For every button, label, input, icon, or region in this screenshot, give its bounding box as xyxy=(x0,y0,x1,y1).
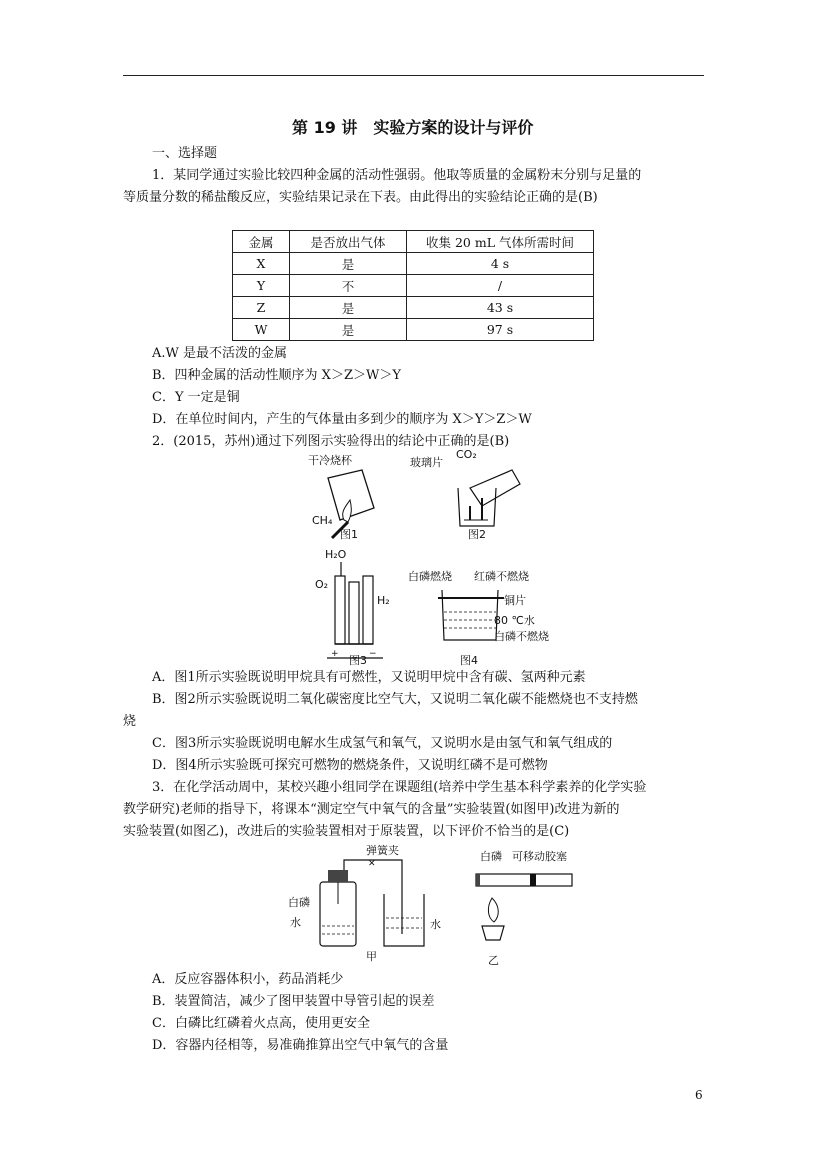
figjia-label-water-right: 水 xyxy=(430,918,441,931)
fig3-electrode-sign: − xyxy=(369,649,377,659)
right-tube-shape xyxy=(363,576,373,644)
table-row xyxy=(233,253,594,275)
table-cell: X xyxy=(233,253,290,275)
figure-jia-original-apparatus xyxy=(284,844,454,962)
fig3-label-h2o: H₂O xyxy=(325,548,347,561)
table-header-cell: 金属 xyxy=(233,231,290,253)
stopper-shape xyxy=(328,870,348,882)
q1-stem-line1: 1．某同学通过实验比较四种金属的活动性强弱。他取等质量的金属粉末分别与足量的 xyxy=(152,168,642,183)
table-cell: 43 s xyxy=(407,297,594,319)
page-title: 第 19 讲 实验方案的设计与评价 xyxy=(292,118,534,137)
q2-option-c: C．图3所示实验既说明电解水生成氢气和氧气，又说明水是由氢气和氧气组成的 xyxy=(152,736,613,751)
alcohol-lamp-shape xyxy=(482,926,504,940)
q3-stem-line2: 教学研究)老师的指导下，将课本“测定空气中氧气的含量”实验装置(如图甲)改进为新的 xyxy=(123,802,620,817)
q2-option-b-cont: 烧 xyxy=(123,714,137,729)
table-cell: Z xyxy=(233,297,290,319)
header-rule xyxy=(123,75,704,76)
glass-tube-shape xyxy=(476,874,572,886)
q1-option-c: C．Y 一定是铜 xyxy=(152,390,240,405)
table-cell: 4 s xyxy=(407,253,594,275)
figjia-label-water-left: 水 xyxy=(290,916,301,929)
q1-option-d: D．在单位时间内，产生的气体量由多到少的顺序为 X＞Y＞Z＞W xyxy=(152,412,532,427)
end-stopper-shape xyxy=(476,874,480,886)
figyi-label-white-p: 白磷 xyxy=(480,850,502,863)
q2-option-b: B．图2所示实验既说明二氧化碳密度比空气大，又说明二氧化碳不能燃烧也不支持燃 xyxy=(152,692,638,707)
q3-option-d: D．容器内径相等，易准确推算出空气中氧气的含量 xyxy=(152,1038,449,1053)
section-heading: 一、选择题 xyxy=(152,146,218,161)
fig4-caption: 图4 xyxy=(460,654,478,667)
table-cell: 是 xyxy=(290,297,407,319)
figyi-caption: 乙 xyxy=(488,954,499,966)
figjia-label-white-p: 白磷 xyxy=(288,896,310,909)
table-cell: 是 xyxy=(290,319,407,341)
table-header-row xyxy=(233,231,594,253)
middle-tube-shape xyxy=(349,582,359,644)
table-row xyxy=(233,275,594,297)
q1-option-a: A.W 是最不活泼的金属 xyxy=(152,346,288,361)
figure-yi-improved-apparatus xyxy=(470,848,574,966)
fig4-label-water: 80 ℃水 xyxy=(494,614,535,627)
figure-3-electrolysis xyxy=(313,546,408,666)
clip-mark: ✕ xyxy=(368,859,376,869)
flame-shape xyxy=(343,500,352,522)
q1-stem-line2: 等质量分数的稀盐酸反应，实验结果记录在下表。由此得出的实验结论正确的是(B) xyxy=(123,190,598,205)
table-cell: 是 xyxy=(290,253,407,275)
flame-shape xyxy=(488,898,498,922)
figyi-label-plug: 可移动胶塞 xyxy=(512,850,567,863)
figure-1-methane-burning xyxy=(300,450,410,545)
table-header-cell: 是否放出气体 xyxy=(290,231,407,253)
fig3-label-h2: H₂ xyxy=(377,594,390,607)
movable-plug-shape xyxy=(530,874,536,886)
beaker-shape xyxy=(384,894,424,946)
fig3-label-o2: O₂ xyxy=(315,578,329,591)
table-cell: 不 xyxy=(290,275,407,297)
figure-4-combustion-conditions xyxy=(408,568,558,666)
table-cell: 97 s xyxy=(407,319,594,341)
fig1-caption: 图1 xyxy=(340,528,358,541)
q2-option-a: A．图1所示实验既说明甲烷具有可燃性，又说明甲烷中含有碳、氢两种元素 xyxy=(152,670,586,685)
table-row xyxy=(233,297,594,319)
fig3-electrode-sign: + xyxy=(331,649,339,659)
left-tube-shape xyxy=(335,576,345,644)
figjia-label-clip: 弹簧夹 xyxy=(366,844,399,857)
fig4-label-red-not-burning: 红磷不燃烧 xyxy=(474,570,529,583)
fig4-label-white-not-burning: 白磷不燃烧 xyxy=(494,630,549,643)
table-cell: Y xyxy=(233,275,290,297)
fig3-caption: 图3 xyxy=(349,654,367,667)
fig4-label-white-burning: 白磷燃烧 xyxy=(408,570,452,583)
table-header-cell: 收集 20 mL 气体所需时间 xyxy=(407,231,594,253)
q3-stem-line1: 3．在化学活动周中，某校兴趣小组同学在课题组(培养中学生基本科学素养的化学实验 xyxy=(152,780,647,795)
fig2-caption: 图2 xyxy=(468,528,486,541)
fig2-label-glass: 玻璃片 xyxy=(410,456,443,469)
q1-option-b: B．四种金属的活动性顺序为 X＞Z＞W＞Y xyxy=(152,368,401,383)
figure-2-co2-candles xyxy=(410,448,530,543)
q3-option-c: C．白磷比红磷着火点高，使用更安全 xyxy=(152,1016,370,1031)
figjia-caption: 甲 xyxy=(366,950,377,962)
q3-option-b: B．装置简洁，减少了图甲装置中导管引起的误差 xyxy=(152,994,435,1009)
fig1-label-ch4: CH₄ xyxy=(312,514,333,527)
table-cell: / xyxy=(407,275,594,297)
table-cell: W xyxy=(233,319,290,341)
q2-option-d: D．图4所示实验既可探究可燃物的燃烧条件，又说明红磷不是可燃物 xyxy=(152,758,548,773)
q3-stem-line3: 实验装置(如图乙)，改进后的实验装置相对于原装置，以下评价不恰当的是(C) xyxy=(123,824,570,839)
fig4-label-copper: 铜片 xyxy=(504,594,526,607)
page-number: 6 xyxy=(695,1088,703,1102)
table-row xyxy=(233,319,594,341)
q1-results-table xyxy=(232,230,594,341)
fig1-label-cold-beaker: 干冷烧杯 xyxy=(308,454,352,467)
connecting-tube-shape xyxy=(344,860,402,934)
q3-option-a: A．反应容器体积小，药品消耗少 xyxy=(152,972,344,987)
q2-stem: 2．(2015，苏州)通过下列图示实验得出的结论中正确的是(B) xyxy=(152,434,510,449)
fig2-label-co2: CO₂ xyxy=(456,448,477,461)
